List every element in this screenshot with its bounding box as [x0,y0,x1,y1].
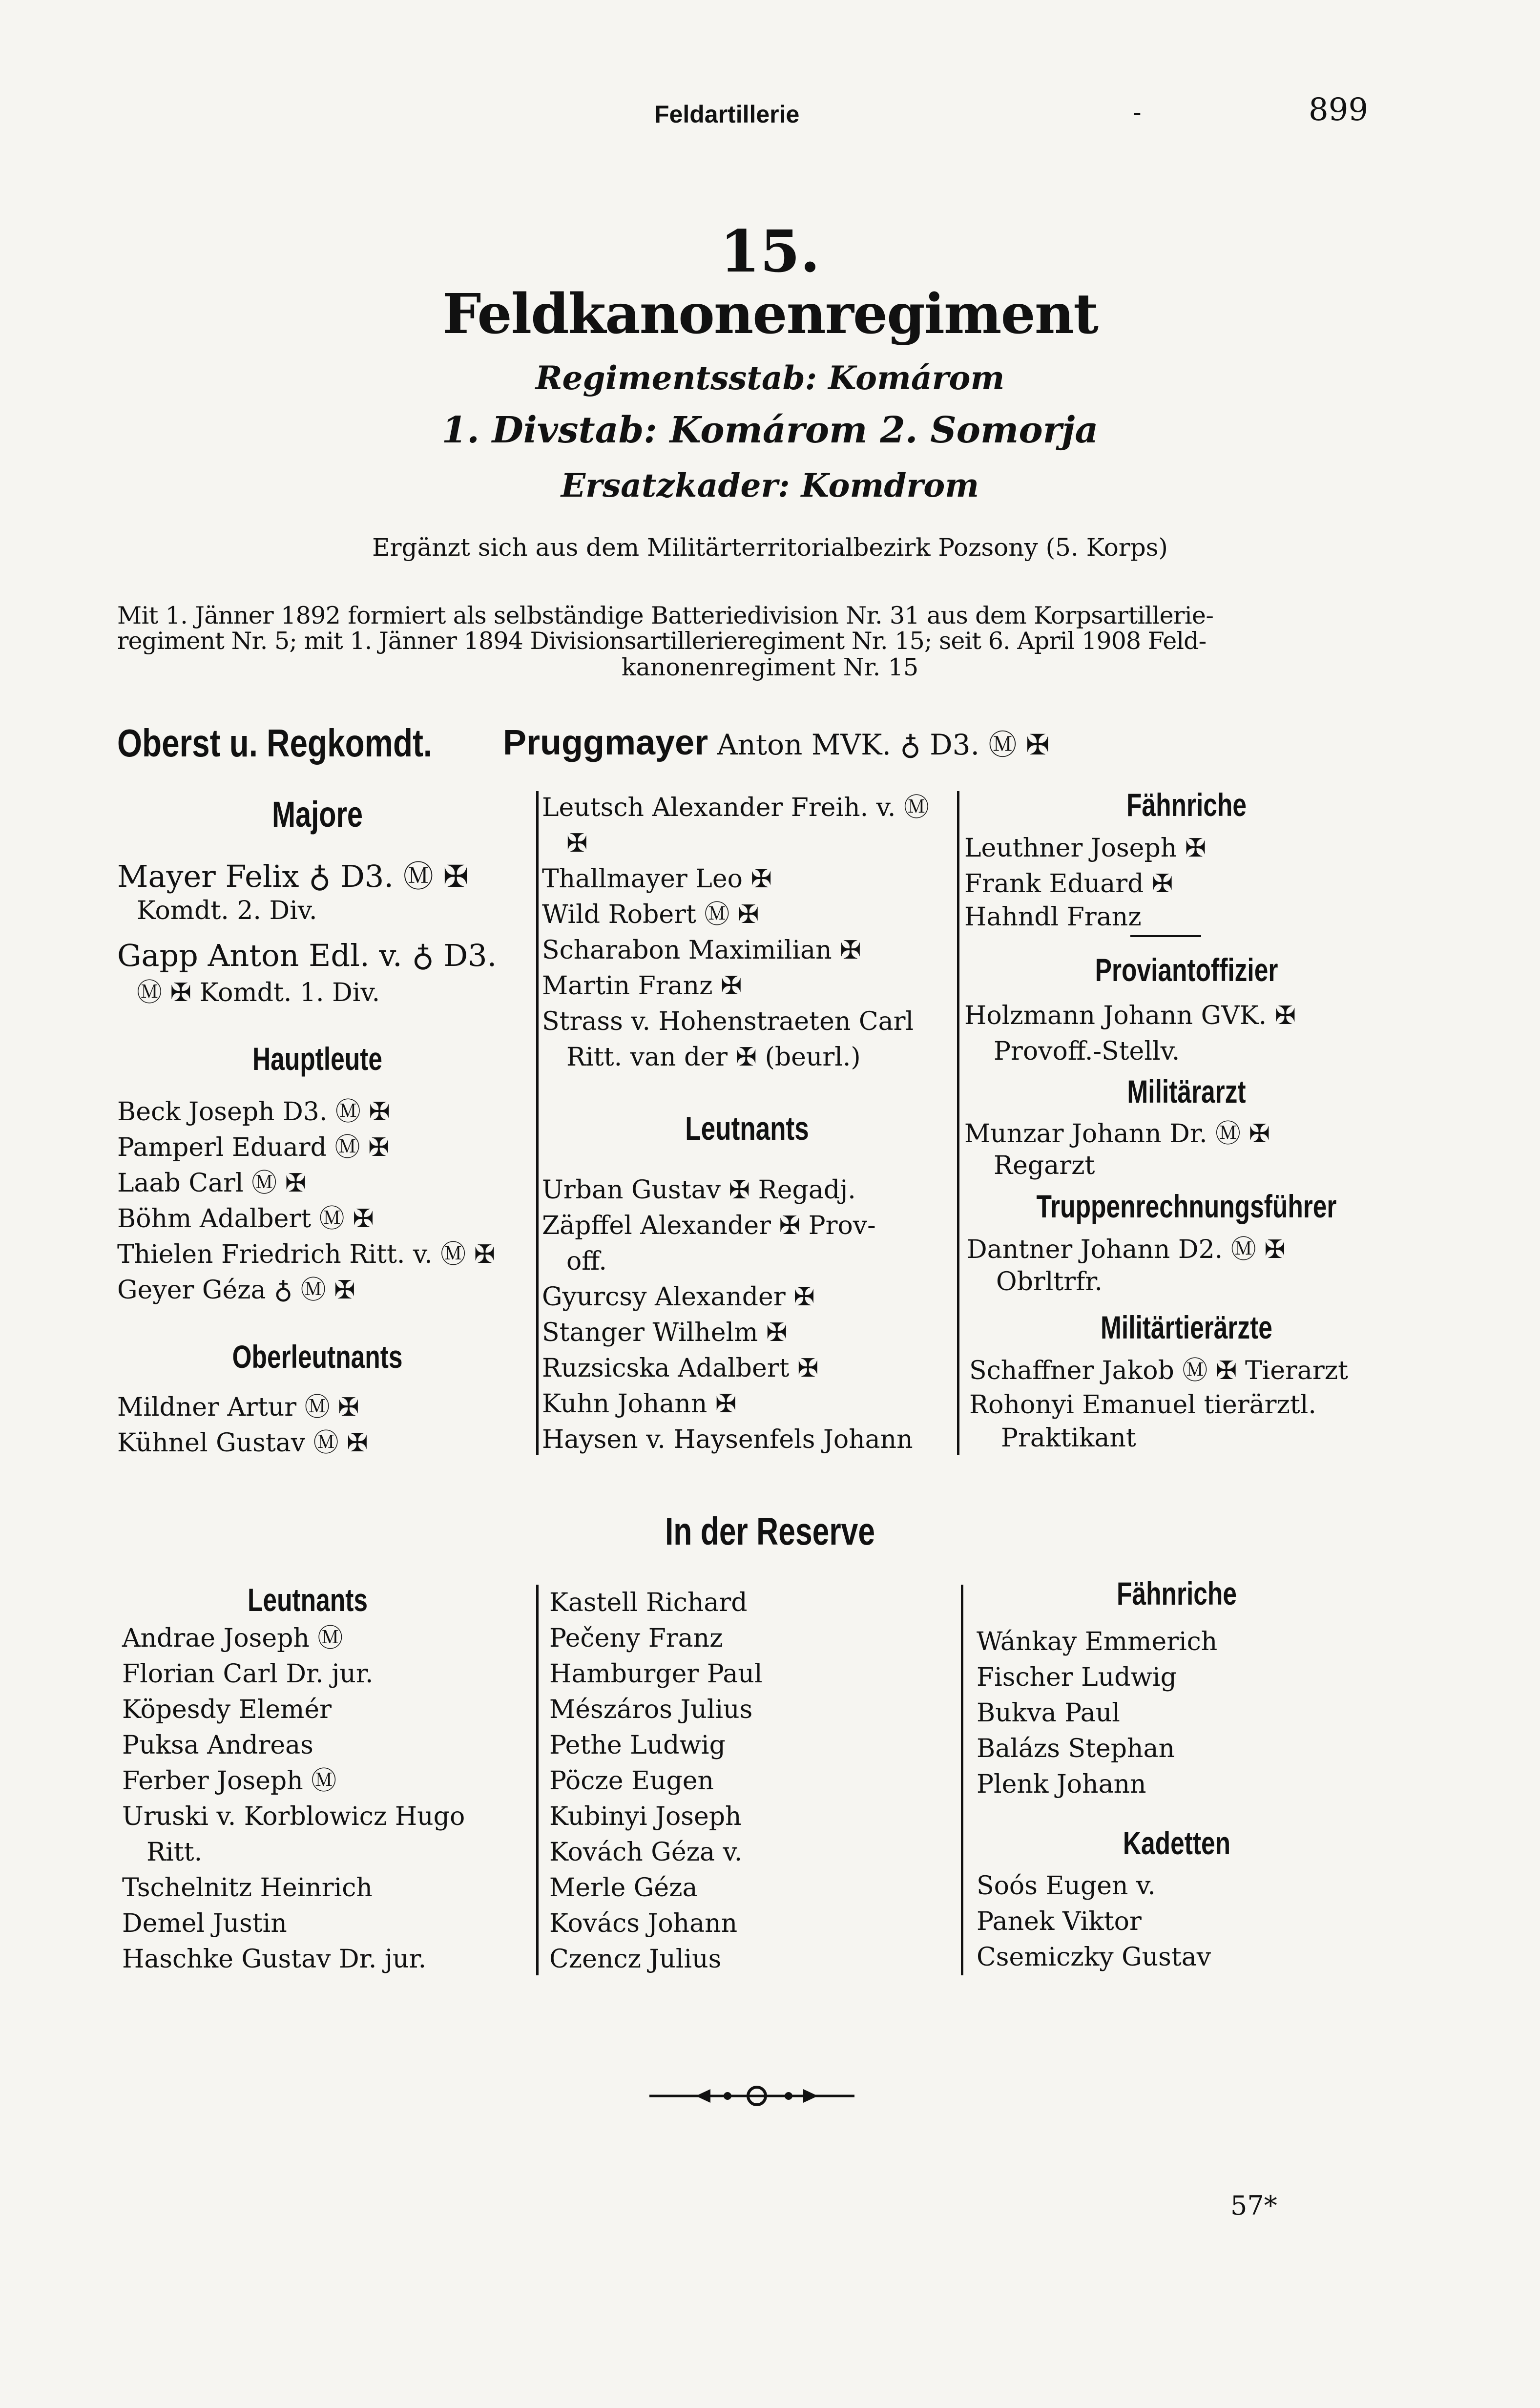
list-item: Hahndl Franz [964,902,1142,932]
list-item: Haysen v. Haysenfels Johann [542,1425,913,1454]
list-item: Martin Franz ✠ [542,971,742,1001]
list-item: Beck Joseph D3. Ⓜ ✠ [117,1097,391,1127]
reserve-leutnants-title: Leutnants [248,1582,368,1618]
commander-surname: Pruggmayer [503,723,708,762]
list-item: Holzmann Johann GVK. ✠ [964,1001,1296,1030]
list-item: Florian Carl Dr. jur. [122,1659,374,1689]
section-majore: Majore [271,794,363,835]
list-item: Leutsch Alexander Freih. v. Ⓜ [542,793,929,822]
list-item: Böhm Adalbert Ⓜ ✠ [117,1204,374,1234]
list-item: Wánkay Emmerich [977,1627,1218,1656]
list-item: Mészáros Julius [549,1695,753,1724]
list-item: Merle Géza [549,1873,698,1903]
reserve-kadetten-title: Kadetten [1123,1825,1231,1861]
list-item: Provoff.-Stellv. [994,1037,1180,1066]
division-staff-line: 1. Divstab: Komárom 2. Somorja [441,409,1099,451]
major-entry-note: Komdt. 2. Div. [137,896,317,925]
section-leutnants: Leutnants [685,1110,809,1147]
list-item: Plenk Johann [977,1770,1146,1799]
list-item: Köpesdy Elemér [122,1695,332,1724]
list-item: Regarzt [994,1151,1095,1180]
list-item: Kastell Richard [549,1588,748,1617]
list-item: Soós Eugen v. [977,1871,1156,1901]
list-item: Rohonyi Emanuel tierärztl. [969,1390,1316,1420]
list-item: Kovács Johann [549,1909,738,1938]
list-item: Mildner Artur Ⓜ ✠ [117,1393,359,1422]
commander-rank-label: Oberst u. Regkomdt. [117,721,433,765]
list-item [117,938,497,974]
running-header-dash: - [1133,98,1142,127]
list-item: Munzar Johann Dr. Ⓜ ✠ [964,1119,1270,1149]
list-item: Thallmayer Leo ✠ [542,864,772,894]
page-number: 899 [1309,92,1369,128]
major-entry: Mayer Felix ♁ D3. Ⓜ ✠ [117,859,469,894]
section-oberleutnants: Oberleutnants [232,1339,403,1375]
major-entry: Gapp Anton Edl. v. ♁ D3. [117,938,497,973]
list-item: Ferber Joseph Ⓜ [122,1766,337,1796]
list-item: Panek Viktor [977,1907,1142,1936]
list-item [117,859,468,895]
signature-mark: 57* [1230,2190,1277,2221]
list-item: Demel Justin [122,1909,287,1938]
list-item: Dantner Johann D2. Ⓜ ✠ [967,1235,1286,1264]
list-item: Ritt. van der ✠ (beurl.) [566,1043,861,1072]
list-item [137,893,317,929]
list-item: Scharabon Maximilian ✠ [542,936,861,965]
major-entry-note: Ⓜ ✠ Komdt. 1. Div. [137,978,380,1007]
list-item: Fischer Ludwig [977,1663,1177,1692]
list-item: Laab Carl Ⓜ ✠ [117,1169,307,1198]
recruitment-district: Ergänzt sich aus dem Militärterritorialbezirk Pozsony (5. Korps) [372,533,1168,562]
list-item: Csemiczky Gustav [977,1943,1211,1972]
list-item: Gyurcsy Alexander ✠ [542,1282,815,1312]
section-reserve: In der Reserve [665,1509,875,1553]
list-item: Obrltrfr. [996,1267,1103,1297]
list-item: Pöcze Eugen [549,1766,714,1796]
section-faehnriche: Fähnriche [1126,787,1247,823]
list-item: Pamperl Eduard Ⓜ ✠ [117,1133,390,1162]
history-line-2: regiment Nr. 5; mit 1. Jänner 1894 Divisionsartillerieregiment Nr. 15; seit 6. April 1908 Feld- [117,627,1207,655]
list-item: off. [566,1247,607,1276]
list-item: Praktikant [1001,1424,1136,1453]
list-item: Stanger Wilhelm ✠ [542,1318,788,1347]
list-item: Thielen Friedrich Ritt. v. Ⓜ ✠ [117,1240,496,1269]
list-item: Balázs Stephan [977,1734,1175,1763]
history-line-1: Mit 1. Jänner 1892 formiert als selbständige Batteriedivision Nr. 31 aus dem Korpsartillerie- [117,602,1214,629]
section-hauptleute: Hauptleute [252,1041,383,1077]
commander-details: Anton MVK. ♁ D3. Ⓜ ✠ [717,728,1050,761]
section-proviantoffizier: Proviantoffizier [1095,952,1278,988]
list-item: Urban Gustav ✠ Regadj. [542,1175,856,1205]
list-item: Wild Robert Ⓜ ✠ [542,900,759,929]
list-item: Kuhn Johann ✠ [542,1389,737,1419]
regiment-number: 15. [720,217,820,285]
list-item: Tschelnitz Heinrich [122,1873,373,1903]
list-item: Ritt. [146,1838,203,1867]
list-item: Puksa Andreas [122,1731,313,1760]
section-divider [1130,935,1201,937]
history-line-3: kanonenregiment Nr. 15 [621,653,919,681]
list-item: Schaffner Jakob Ⓜ ✠ Tierarzt [969,1356,1349,1385]
list-item: Hamburger Paul [549,1659,763,1689]
regiment-name: Feldkanonenregiment [442,282,1098,346]
regiment-staff-line: Regimentsstab: Komárom [535,359,1005,397]
list-item: Czencz Julius [549,1945,722,1974]
list-item: ✠ [566,829,588,858]
list-item: Uruski v. Korblowicz Hugo [122,1802,465,1831]
list-item: Geyer Géza ♁ Ⓜ ✠ [117,1276,355,1305]
column-rule-2 [957,791,959,1455]
list-item: Frank Eduard ✠ [964,869,1173,899]
reserve-faehnriche-title: Fähnriche [1116,1575,1237,1612]
commander-rank [117,720,501,766]
list-item: Andrae Joseph Ⓜ [122,1624,343,1653]
list-item: Leuthner Joseph ✠ [964,834,1207,863]
commander-entry [503,722,1049,763]
reserve-column-rule-1 [536,1585,539,1975]
list-item: Kühnel Gustav Ⓜ ✠ [117,1428,368,1458]
list-item [137,975,380,1011]
section-militaerarzt: Militärarzt [1127,1073,1246,1110]
list-item: Bukva Paul [977,1698,1120,1728]
list-item: Kovách Géza v. [549,1838,743,1867]
list-item: Haschke Gustav Dr. jur. [122,1945,427,1974]
list-item: Ruzsicska Adalbert ✠ [542,1354,819,1383]
list-item: Zäpffel Alexander ✠ Prov- [542,1211,876,1240]
list-item: Kubinyi Joseph [549,1802,742,1831]
list-item: Pethe Ludwig [549,1731,726,1760]
reserve-column-rule-2 [961,1585,963,1975]
section-militaertieraerzte: Militärtierärzte [1101,1309,1272,1345]
ornament-divider [649,2080,854,2110]
list-item: Strass v. Hohenstraeten Carl [542,1007,914,1036]
section-truppenrechnungsfuehrer: Truppenrechnungsführer [1036,1188,1337,1224]
list-item: Pečeny Franz [549,1624,723,1653]
reserve-cadre-line: Ersatzkader: Komdrom [561,466,979,504]
running-header-title: Feldartillerie [654,101,800,128]
column-rule-1 [536,791,539,1455]
